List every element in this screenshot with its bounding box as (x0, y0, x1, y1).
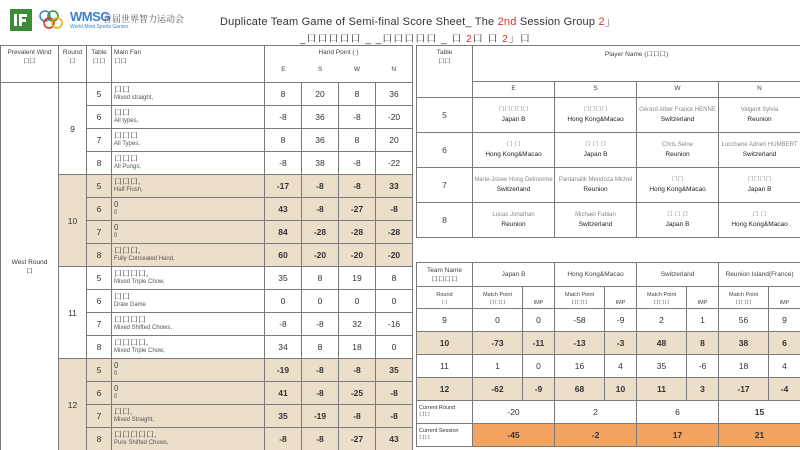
player-table-number: 5 (417, 98, 473, 133)
main-fan-cell: 口口 Draw Game (112, 290, 265, 313)
hand-point-n: 20 (376, 129, 413, 152)
match-point-cell: 2 (637, 309, 687, 332)
imp-cell: 0 (523, 309, 555, 332)
round-cell: 9 (59, 83, 87, 175)
hand-point-w: 19 (339, 267, 376, 290)
player-cell-e (473, 168, 555, 203)
player-table-number: 8 (417, 203, 473, 238)
player-name-header: Player Name (口口口) (473, 46, 800, 82)
main-fan-header: Main Fan 口口 (112, 46, 265, 83)
event-name: 首届世界智力运动会 (103, 14, 185, 24)
player-name: Lucas Jonathan (492, 212, 535, 218)
match-point-cell: -13 (555, 332, 605, 355)
player-name-table (416, 45, 800, 283)
imp-cell: 4 (605, 355, 637, 378)
page-title: Duplicate Team Game of Semi-final Score Sheet_ The 2nd Session Group 2」 (220, 16, 616, 28)
player-team: Switzerland (578, 221, 613, 228)
main-fan-cell: 口口口 All Pungs, (112, 152, 265, 175)
hand-point-n: -22 (376, 152, 413, 175)
team-round-number: 12 (417, 378, 473, 401)
hand-point-e: -8 (265, 428, 302, 450)
player-row (417, 98, 800, 133)
imp-header: IMP (769, 287, 800, 309)
imp-header: IMP (523, 287, 555, 309)
team-round-number: 11 (417, 355, 473, 378)
match-point-cell: 56 (719, 309, 769, 332)
player-name: Marie-Josee Hong Delmorme (474, 177, 553, 183)
current-session-total: -45 (473, 424, 555, 447)
player-name: Chris Seine (661, 142, 693, 148)
hand-point-n: -8 (376, 198, 413, 221)
team-name-header: Team Name 口口口口 (417, 263, 473, 287)
hand-point-w: 18 (339, 336, 376, 359)
current-session-total: -2 (555, 424, 637, 447)
main-fan-cell: 口口口, Half Flush, (112, 175, 265, 198)
hand-point-s: 36 (302, 129, 339, 152)
hand-point-w: -8 (339, 405, 376, 428)
player-table-header: Table 口口 (417, 46, 473, 98)
wmsg-logo-subtext: World Mind Sports Games (70, 24, 129, 30)
player-cell-s (555, 133, 637, 168)
imp-cell: 6 (769, 332, 800, 355)
current-round-total: -20 (473, 401, 555, 424)
match-point-cell: 38 (719, 332, 769, 355)
imp-cell: 8 (687, 332, 719, 355)
current-round-row (417, 401, 800, 424)
hand-point-e: 0 (265, 290, 302, 313)
player-team: Switzerland (496, 186, 531, 193)
player-cell-w (637, 133, 719, 168)
team-round-row (417, 355, 800, 378)
hand-point-s: 38 (302, 152, 339, 175)
main-fan-cell: 口口口口, Mixed Triple Chow, (112, 336, 265, 359)
hand-row (1, 175, 413, 198)
player-name: 口口口口 (583, 107, 608, 113)
page-title-zh: _口口口口口 _ _口口口口口 _ 口 2口 口 2」口 (300, 34, 531, 45)
hand-point-e: -8 (265, 313, 302, 336)
hand-point-w: -8 (339, 106, 376, 129)
current-round-label: Current Round 口口 (417, 401, 473, 424)
current-session-label: Current Session 口口 (417, 424, 473, 447)
hand-point-header: Hand Point ( ) E S W N (265, 46, 413, 83)
match-point-cell: -73 (473, 332, 523, 355)
main-fan-cell: 0 0 (112, 382, 265, 405)
imp-cell: -9 (523, 378, 555, 401)
main-fan-cell: 0 0 (112, 221, 265, 244)
current-round-total: 15 (719, 401, 800, 424)
player-cell-w (637, 203, 719, 238)
hand-point-w: -8 (339, 175, 376, 198)
prevalent-wind-cell: West Round 口 (1, 83, 59, 450)
player-team: Switzerland (660, 116, 695, 123)
table-number-cell: 6 (87, 382, 112, 405)
main-fan-cell: 口口, Mixed Straight, (112, 405, 265, 428)
hand-point-w: 0 (339, 290, 376, 313)
page-header (0, 0, 800, 44)
player-seat-w-header: W (637, 82, 719, 98)
team-header-reunion: Reunion Island(France) (719, 263, 800, 287)
table-number-cell: 7 (87, 313, 112, 336)
current-round-total: 6 (637, 401, 719, 424)
seat-n-header: N (391, 66, 397, 73)
hand-point-s: 0 (302, 290, 339, 313)
table-number-cell: 8 (87, 244, 112, 267)
hand-point-n: -20 (376, 106, 413, 129)
hand-row (1, 83, 413, 106)
player-row (417, 203, 800, 238)
hand-point-w: 8 (339, 129, 376, 152)
player-cell-n (719, 133, 800, 168)
table-number-cell: 6 (87, 198, 112, 221)
hand-point-s: 8 (302, 336, 339, 359)
seat-s-header: S (317, 66, 323, 73)
hand-point-e: -8 (265, 152, 302, 175)
player-cell-s (555, 98, 637, 133)
player-name: Lucchane Adrien HUMBERT (721, 142, 798, 148)
table-number-cell: 7 (87, 221, 112, 244)
imp-cell: -3 (605, 332, 637, 355)
player-name: Valgent Sylvia (740, 107, 779, 113)
player-name: 口 口 口 (666, 212, 689, 218)
team-header-switzerland: Switzerland (637, 263, 719, 287)
player-row (417, 168, 800, 203)
wmsg-logo-text: WMSG (70, 9, 110, 24)
player-cell-e (473, 98, 555, 133)
player-cell-n (719, 98, 800, 133)
match-point-cell: 68 (555, 378, 605, 401)
hand-point-e: 34 (265, 336, 302, 359)
main-fan-cell: 0 0 (112, 198, 265, 221)
hand-point-n: -8 (376, 382, 413, 405)
imp-header: IMP (605, 287, 637, 309)
hand-point-w: -28 (339, 221, 376, 244)
player-team: Reunion (747, 116, 772, 123)
table-header: Table 口口 (87, 46, 112, 83)
hand-point-n: -20 (376, 244, 413, 267)
table-number-cell: 8 (87, 428, 112, 450)
imp-cell: 3 (687, 378, 719, 401)
match-point-header: Match Point 口口口 (637, 287, 687, 309)
match-point-cell: 48 (637, 332, 687, 355)
hand-point-e: -8 (265, 106, 302, 129)
player-name: Michael Fabian (575, 212, 616, 218)
table-number-cell: 7 (87, 129, 112, 152)
match-point-cell: -17 (719, 378, 769, 401)
hand-point-w: 32 (339, 313, 376, 336)
match-point-cell: 1 (473, 355, 523, 378)
hand-point-e: 84 (265, 221, 302, 244)
table-number-cell: 6 (87, 290, 112, 313)
hand-point-s: -8 (302, 175, 339, 198)
player-row (417, 133, 800, 168)
player-team: Japan B (583, 151, 608, 158)
hand-row (1, 267, 413, 290)
table-number-cell: 5 (87, 83, 112, 106)
hand-point-w: -27 (339, 428, 376, 450)
match-point-cell: 16 (555, 355, 605, 378)
hand-point-n: 43 (376, 428, 413, 450)
team-round-row (417, 378, 800, 401)
imp-cell: -6 (687, 355, 719, 378)
player-name: 口 口 (506, 142, 521, 148)
hand-point-s: -19 (302, 405, 339, 428)
match-point-header: Match Point 口口口 (719, 287, 769, 309)
player-cell-e (473, 203, 555, 238)
player-cell-n (719, 168, 800, 203)
seat-e-header: E (281, 66, 286, 73)
prevalent-wind-header: Prevalent Wind 口口 (1, 46, 59, 83)
team-round-row (417, 309, 800, 332)
main-fan-cell: 0 0 (112, 359, 265, 382)
imp-cell: -4 (769, 378, 800, 401)
player-cell-w (637, 98, 719, 133)
imp-cell: 9 (769, 309, 800, 332)
player-team: Hong Kong&Macao (485, 151, 542, 158)
main-fan-cell: 口口 Mixed straight, (112, 83, 265, 106)
team-header-hong-kong-macao: Hong Kong&Macao (555, 263, 637, 287)
hand-point-n: -16 (376, 313, 413, 336)
hand-point-s: -8 (302, 428, 339, 450)
player-team: Reunion (665, 151, 690, 158)
hand-point-n: -28 (376, 221, 413, 244)
player-team: Japan B (747, 186, 772, 193)
hand-point-s: -28 (302, 221, 339, 244)
hand-point-e: -19 (265, 359, 302, 382)
table-number-cell: 6 (87, 106, 112, 129)
match-point-cell: 0 (473, 309, 523, 332)
player-team: Hong Kong&Macao (567, 116, 624, 123)
hand-row (1, 359, 413, 382)
match-point-cell: -62 (473, 378, 523, 401)
hand-point-w: -8 (339, 359, 376, 382)
main-fan-cell: 口口口口 Mixed Shifted Chows, (112, 313, 265, 336)
player-table-number: 7 (417, 168, 473, 203)
hand-point-n: 35 (376, 359, 413, 382)
team-round-header: Round 口 (417, 287, 473, 309)
round-cell: 11 (59, 267, 87, 359)
player-seat-n-header: N (719, 82, 800, 98)
match-point-header: Match Point 口口口 (473, 287, 523, 309)
hand-point-w: -8 (339, 152, 376, 175)
player-name: 口口口口 (747, 177, 772, 183)
hand-point-s: 20 (302, 83, 339, 106)
table-number-cell: 7 (87, 405, 112, 428)
hand-point-s: -8 (302, 359, 339, 382)
hand-point-s: -8 (302, 382, 339, 405)
hand-point-w: -27 (339, 198, 376, 221)
hand-point-n: -8 (376, 405, 413, 428)
team-header-japan-b: Japan B (473, 263, 555, 287)
player-cell-e (473, 133, 555, 168)
hand-point-n: 0 (376, 290, 413, 313)
hand-point-s: 8 (302, 267, 339, 290)
match-point-cell: 35 (637, 355, 687, 378)
player-seat-s-header: S (555, 82, 637, 98)
main-fan-cell: 口口口 All Types, (112, 129, 265, 152)
hand-point-n: 0 (376, 336, 413, 359)
match-point-cell: 11 (637, 378, 687, 401)
imp-cell: 0 (523, 355, 555, 378)
imp-cell: -9 (605, 309, 637, 332)
player-team: Japan B (501, 116, 526, 123)
main-fan-cell: 口口口口口, Pure Shifted Chows, (112, 428, 265, 450)
hand-point-e: 35 (265, 267, 302, 290)
player-name: 口 口 口 (584, 142, 607, 148)
table-number-cell: 5 (87, 267, 112, 290)
team-round-number: 10 (417, 332, 473, 355)
hand-point-s: 36 (302, 106, 339, 129)
player-team: Reunion (501, 221, 526, 228)
match-point-header: Match Point 口口口 (555, 287, 605, 309)
hand-point-w: 8 (339, 83, 376, 106)
current-session-total: 21 (719, 424, 800, 447)
player-cell-s (555, 203, 637, 238)
main-fan-cell: 口口口口, Mixed Triple Chow, (112, 267, 265, 290)
match-point-cell: 18 (719, 355, 769, 378)
round-header: Round 口 (59, 46, 87, 83)
hand-point-s: -20 (302, 244, 339, 267)
player-team: Japan B (665, 221, 690, 228)
hand-point-e: 43 (265, 198, 302, 221)
table-number-cell: 5 (87, 359, 112, 382)
player-name: 口 口 (752, 212, 767, 218)
player-cell-w (637, 168, 719, 203)
hand-point-e: -17 (265, 175, 302, 198)
hand-point-n: 8 (376, 267, 413, 290)
player-team: Switzerland (742, 151, 777, 158)
main-fan-cell: 口口口, Fully Concealed Hand, (112, 244, 265, 267)
match-point-cell: -58 (555, 309, 605, 332)
player-name: 口口 (671, 177, 684, 183)
player-team: Hong Kong&Macao (649, 186, 706, 193)
player-cell-s (555, 168, 637, 203)
team-round-number: 9 (417, 309, 473, 332)
hand-point-w: -25 (339, 382, 376, 405)
player-team: Reunion (583, 186, 608, 193)
wmsg-rings-icon (37, 8, 67, 32)
current-session-row (417, 424, 800, 447)
imp-cell: 10 (605, 378, 637, 401)
round-cell: 10 (59, 175, 87, 267)
table-number-cell: 5 (87, 175, 112, 198)
event-logo-icon (10, 9, 32, 31)
round-cell: 12 (59, 359, 87, 450)
current-session-total: 17 (637, 424, 719, 447)
hand-point-e: 60 (265, 244, 302, 267)
player-table-number: 6 (417, 133, 473, 168)
hand-score-table (0, 45, 413, 450)
player-seat-e-header: E (473, 82, 555, 98)
hand-point-w: -20 (339, 244, 376, 267)
hand-point-s: -8 (302, 313, 339, 336)
imp-cell: -11 (523, 332, 555, 355)
hand-point-e: 41 (265, 382, 302, 405)
imp-cell: 4 (769, 355, 800, 378)
table-number-cell: 8 (87, 336, 112, 359)
player-name: Pantanalik Mendoza Michel (558, 177, 633, 183)
player-name: 口口口口口 (498, 107, 529, 113)
hand-point-e: 35 (265, 405, 302, 428)
main-fan-cell: 口口 All types, (112, 106, 265, 129)
hand-point-n: 36 (376, 83, 413, 106)
imp-cell: 1 (687, 309, 719, 332)
team-score-table (416, 262, 800, 447)
player-name: Gérard Alber Franck HENNE (639, 107, 716, 113)
table-number-cell: 8 (87, 152, 112, 175)
player-cell-n (719, 203, 800, 238)
team-round-row (417, 332, 800, 355)
imp-header: IMP (687, 287, 719, 309)
hand-point-e: 8 (265, 129, 302, 152)
hand-point-e: 8 (265, 83, 302, 106)
current-round-total: 2 (555, 401, 637, 424)
seat-w-header: W (353, 66, 360, 73)
player-team: Hong Kong&Macao (731, 221, 788, 228)
hand-point-n: 33 (376, 175, 413, 198)
hand-point-s: -8 (302, 198, 339, 221)
